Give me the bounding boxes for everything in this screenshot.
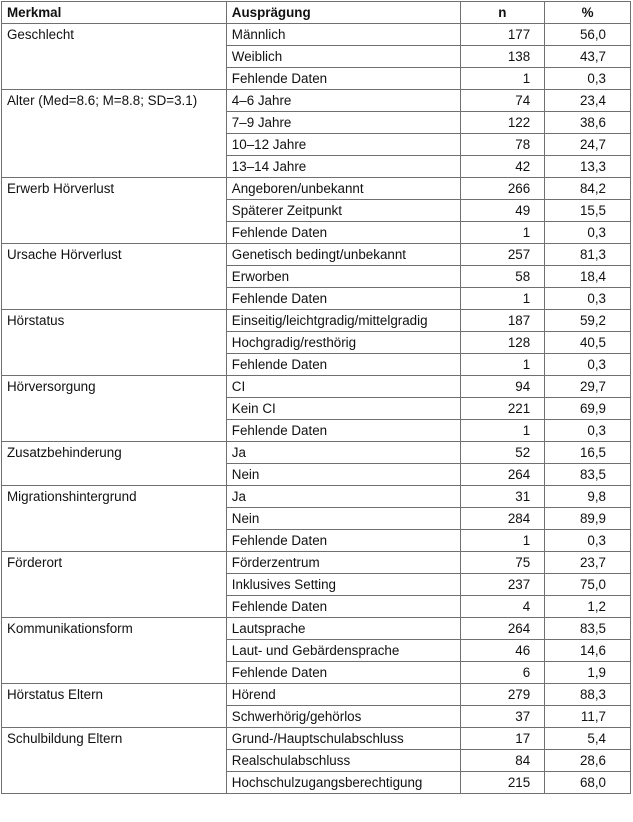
percent-cell: 0,3	[545, 68, 631, 90]
table-row	[2, 178, 631, 200]
auspraegung-cell: Grund-/Hauptschulabschluss	[226, 728, 460, 750]
table-row	[2, 486, 631, 508]
table-row	[2, 90, 631, 112]
percent-cell: 14,6	[545, 640, 631, 662]
table-row	[2, 618, 631, 640]
auspraegung-cell: Inklusives Setting	[226, 574, 460, 596]
table-row	[2, 684, 631, 706]
auspraegung-cell: Erworben	[226, 266, 460, 288]
auspraegung-cell: Angeboren/unbekannt	[226, 178, 460, 200]
auspraegung-cell: Weiblich	[226, 46, 460, 68]
n-cell: 84	[460, 750, 545, 772]
auspraegung-cell: Kein CI	[226, 398, 460, 420]
auspraegung-cell: Einseitig/leichtgradig/mittelgradig	[226, 310, 460, 332]
merkmal-cell: Hörstatus	[2, 310, 227, 376]
auspraegung-cell: Genetisch bedingt/unbekannt	[226, 244, 460, 266]
n-cell: 266	[460, 178, 545, 200]
header-n: n	[460, 2, 545, 24]
percent-cell: 56,0	[545, 24, 631, 46]
percent-cell: 16,5	[545, 442, 631, 464]
percent-cell: 11,7	[545, 706, 631, 728]
merkmal-cell: Erwerb Hörverlust	[2, 178, 227, 244]
table-row	[2, 552, 631, 574]
auspraegung-cell: Lautsprache	[226, 618, 460, 640]
n-cell: 1	[460, 530, 545, 552]
n-cell: 187	[460, 310, 545, 332]
auspraegung-cell: Hörend	[226, 684, 460, 706]
n-cell: 122	[460, 112, 545, 134]
auspraegung-cell: Fehlende Daten	[226, 420, 460, 442]
percent-cell: 59,2	[545, 310, 631, 332]
table-row	[2, 244, 631, 266]
n-cell: 264	[460, 464, 545, 486]
percent-cell: 28,6	[545, 750, 631, 772]
n-cell: 237	[460, 574, 545, 596]
n-cell: 75	[460, 552, 545, 574]
auspraegung-cell: Realschulabschluss	[226, 750, 460, 772]
auspraegung-cell: Fehlende Daten	[226, 662, 460, 684]
percent-cell: 69,9	[545, 398, 631, 420]
merkmal-cell: Migrationshintergrund	[2, 486, 227, 552]
n-cell: 215	[460, 772, 545, 794]
percent-cell: 15,5	[545, 200, 631, 222]
auspraegung-cell: Laut- und Gebärdensprache	[226, 640, 460, 662]
percent-cell: 9,8	[545, 486, 631, 508]
percent-cell: 68,0	[545, 772, 631, 794]
n-cell: 279	[460, 684, 545, 706]
percent-cell: 0,3	[545, 530, 631, 552]
percent-cell: 23,7	[545, 552, 631, 574]
percent-cell: 75,0	[545, 574, 631, 596]
n-cell: 42	[460, 156, 545, 178]
n-cell: 128	[460, 332, 545, 354]
merkmal-cell: Geschlecht	[2, 24, 227, 90]
percent-cell: 1,2	[545, 596, 631, 618]
merkmal-cell: Ursache Hörverlust	[2, 244, 227, 310]
auspraegung-cell: Fehlende Daten	[226, 222, 460, 244]
auspraegung-cell: Ja	[226, 442, 460, 464]
percent-cell: 0,3	[545, 288, 631, 310]
percent-cell: 0,3	[545, 354, 631, 376]
percent-cell: 29,7	[545, 376, 631, 398]
auspraegung-cell: Fehlende Daten	[226, 530, 460, 552]
auspraegung-cell: Hochgradig/resthörig	[226, 332, 460, 354]
header-auspraegung: Ausprägung	[226, 2, 460, 24]
percent-cell: 88,3	[545, 684, 631, 706]
table-row	[2, 310, 631, 332]
auspraegung-cell: Hochschulzugangsberechtigung	[226, 772, 460, 794]
merkmal-cell: Alter (Med=8.6; M=8.8; SD=3.1)	[2, 90, 227, 178]
auspraegung-cell: Fehlende Daten	[226, 596, 460, 618]
percent-cell: 0,3	[545, 420, 631, 442]
auspraegung-cell: Fehlende Daten	[226, 288, 460, 310]
auspraegung-cell: 7–9 Jahre	[226, 112, 460, 134]
auspraegung-cell: Ja	[226, 486, 460, 508]
auspraegung-cell: Männlich	[226, 24, 460, 46]
auspraegung-cell: Schwerhörig/gehörlos	[226, 706, 460, 728]
percent-cell: 83,5	[545, 618, 631, 640]
table-body	[2, 24, 631, 794]
merkmal-cell: Schulbildung Eltern	[2, 728, 227, 794]
table-row	[2, 24, 631, 46]
merkmal-cell: Förderort	[2, 552, 227, 618]
percent-cell: 81,3	[545, 244, 631, 266]
sample-characteristics-table	[1, 1, 631, 794]
percent-cell: 5,4	[545, 728, 631, 750]
auspraegung-cell: Nein	[226, 508, 460, 530]
auspraegung-cell: 13–14 Jahre	[226, 156, 460, 178]
n-cell: 1	[460, 354, 545, 376]
percent-cell: 89,9	[545, 508, 631, 530]
n-cell: 94	[460, 376, 545, 398]
auspraegung-cell: 4–6 Jahre	[226, 90, 460, 112]
auspraegung-cell: 10–12 Jahre	[226, 134, 460, 156]
n-cell: 37	[460, 706, 545, 728]
n-cell: 1	[460, 68, 545, 90]
n-cell: 52	[460, 442, 545, 464]
percent-cell: 84,2	[545, 178, 631, 200]
auspraegung-cell: Späterer Zeitpunkt	[226, 200, 460, 222]
percent-cell: 23,4	[545, 90, 631, 112]
header-row	[2, 2, 631, 24]
n-cell: 221	[460, 398, 545, 420]
merkmal-cell: Hörversorgung	[2, 376, 227, 442]
n-cell: 284	[460, 508, 545, 530]
auspraegung-cell: Fehlende Daten	[226, 354, 460, 376]
n-cell: 1	[460, 288, 545, 310]
table-row	[2, 376, 631, 398]
n-cell: 264	[460, 618, 545, 640]
percent-cell: 83,5	[545, 464, 631, 486]
n-cell: 1	[460, 222, 545, 244]
table-row	[2, 728, 631, 750]
n-cell: 4	[460, 596, 545, 618]
auspraegung-cell: Nein	[226, 464, 460, 486]
percent-cell: 13,3	[545, 156, 631, 178]
n-cell: 58	[460, 266, 545, 288]
n-cell: 177	[460, 24, 545, 46]
n-cell: 6	[460, 662, 545, 684]
merkmal-cell: Hörstatus Eltern	[2, 684, 227, 728]
auspraegung-cell: CI	[226, 376, 460, 398]
percent-cell: 40,5	[545, 332, 631, 354]
merkmal-cell: Zusatzbehinderung	[2, 442, 227, 486]
header-percent: %	[545, 2, 631, 24]
n-cell: 46	[460, 640, 545, 662]
table-row	[2, 442, 631, 464]
n-cell: 78	[460, 134, 545, 156]
percent-cell: 0,3	[545, 222, 631, 244]
merkmal-cell: Kommunikationsform	[2, 618, 227, 684]
header-merkmal: Merkmal	[2, 2, 227, 24]
percent-cell: 24,7	[545, 134, 631, 156]
auspraegung-cell: Förderzentrum	[226, 552, 460, 574]
percent-cell: 43,7	[545, 46, 631, 68]
percent-cell: 18,4	[545, 266, 631, 288]
n-cell: 31	[460, 486, 545, 508]
auspraegung-cell: Fehlende Daten	[226, 68, 460, 90]
percent-cell: 38,6	[545, 112, 631, 134]
n-cell: 138	[460, 46, 545, 68]
n-cell: 49	[460, 200, 545, 222]
n-cell: 17	[460, 728, 545, 750]
n-cell: 74	[460, 90, 545, 112]
n-cell: 257	[460, 244, 545, 266]
percent-cell: 1,9	[545, 662, 631, 684]
n-cell: 1	[460, 420, 545, 442]
